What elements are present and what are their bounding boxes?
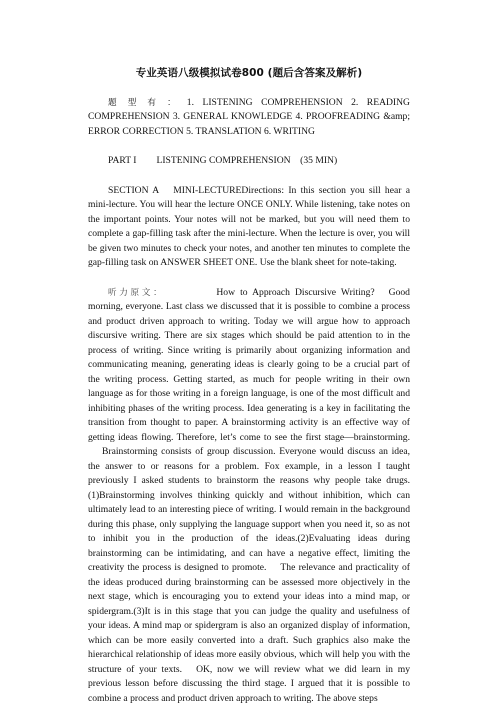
transcript-paragraph-2: Brainstorming consists of group discussion. Everyone would discuss an idea, the answer to or reasons for a problem. Fox example, in a lesson I taught previously I asked students to brainstorm the reasons why people take drugs.(1)Brainstorming involves thinking quickly and without inhibition, which can ultimately lead to an interesting piece of writing. I would remain in the background during this phase, only supplying the language support when you need it, so as not to inhibit you in the production of the ideas.(2)Evaluating ideas during brainstorming can be intimidating, and can have a negative effect, limiting the creativity the process is designed to promote. bbox=[88, 446, 410, 573]
section-directions bbox=[88, 184, 410, 271]
part-title: LISTENING COMPREHENSION bbox=[157, 155, 291, 166]
part-label: PART I bbox=[108, 155, 137, 166]
question-types bbox=[88, 96, 410, 140]
question-types-label: 题型有： bbox=[108, 98, 187, 108]
document-title: 专业英语八级模拟试卷800 (题后含答案及解析) bbox=[88, 66, 410, 81]
transcript-paragraph-4: OK, now we will review what we did learn in my previous lesson before discussing the third stage. I argued that it is possible to combine a process and product driven approach to writing. The above steps bbox=[88, 664, 410, 704]
question-types-list: 1. LISTENING COMPREHENSION 2. READING COMPREHENSION 3. GENERAL KNOWLEDGE 4. PROOFREADING &amp; ERROR CORRECTION 5. TRANSLATION 6. WRITING bbox=[88, 97, 410, 137]
transcript-paragraph-1: Good morning, everyone. Last class we discussed that it is possible to combine a process and product driven approach to writing. Today we will argue how to approach discursive writing. There are six stages which should be paid attention to in the process of writing. Since writing is primarily about organizing information and communicating meaning, generating ideas is clearly going to be a crucial part of the writing process. Getting started, as much for people writing in their own language as for those writing in a foreign language, is one of the most difficult and inhibiting phases of the writing process. Idea generating is a key in facilitating the transition from thought to paper. A brainstorming activity is an effective way of getting ideas flowing. Therefore, let’s come to see the first stage—brainstorming. bbox=[88, 287, 410, 443]
transcript-label: 听力原文： bbox=[108, 288, 164, 298]
document-page bbox=[88, 66, 410, 706]
directions-text: Directions: In this section you sill hear a mini-lecture. You will hear the lecture ONCE ONLY. While listening, take notes on the important points. Your notes will not be marked, but you will need them to complete a gap-filling task after the mini-lecture. When the lecture is over, you will be given two minutes to check your notes, and another ten minutes to complete the gap-filling task on ANSWER SHEET ONE. Use the blank sheet for note-taking. bbox=[88, 185, 410, 269]
section-label: SECTION A bbox=[108, 185, 159, 196]
part-time: (35 MIN) bbox=[300, 155, 337, 166]
part-heading bbox=[88, 154, 410, 169]
transcript-paragraph-3: The relevance and practicality of the ideas produced during brainstorming can be assessed more objectively in the next stage, which is encouraging you to extend your ideas into a mind map, or spidergram.(3)It is in this stage that you can judge the quality and usefulness of your ideas. A mind map or spidergram is also an organized display of information, which can be more easily converted into a draft. Such graphics also make the hierarchical relationship of ideas more easily obvious, which will help you with the structure of your texts. bbox=[88, 562, 410, 675]
lecture-title: How to Approach Discursive Writing? bbox=[216, 287, 374, 298]
section-title: MINI-LECTURE bbox=[173, 185, 241, 196]
transcript-body bbox=[88, 286, 410, 706]
